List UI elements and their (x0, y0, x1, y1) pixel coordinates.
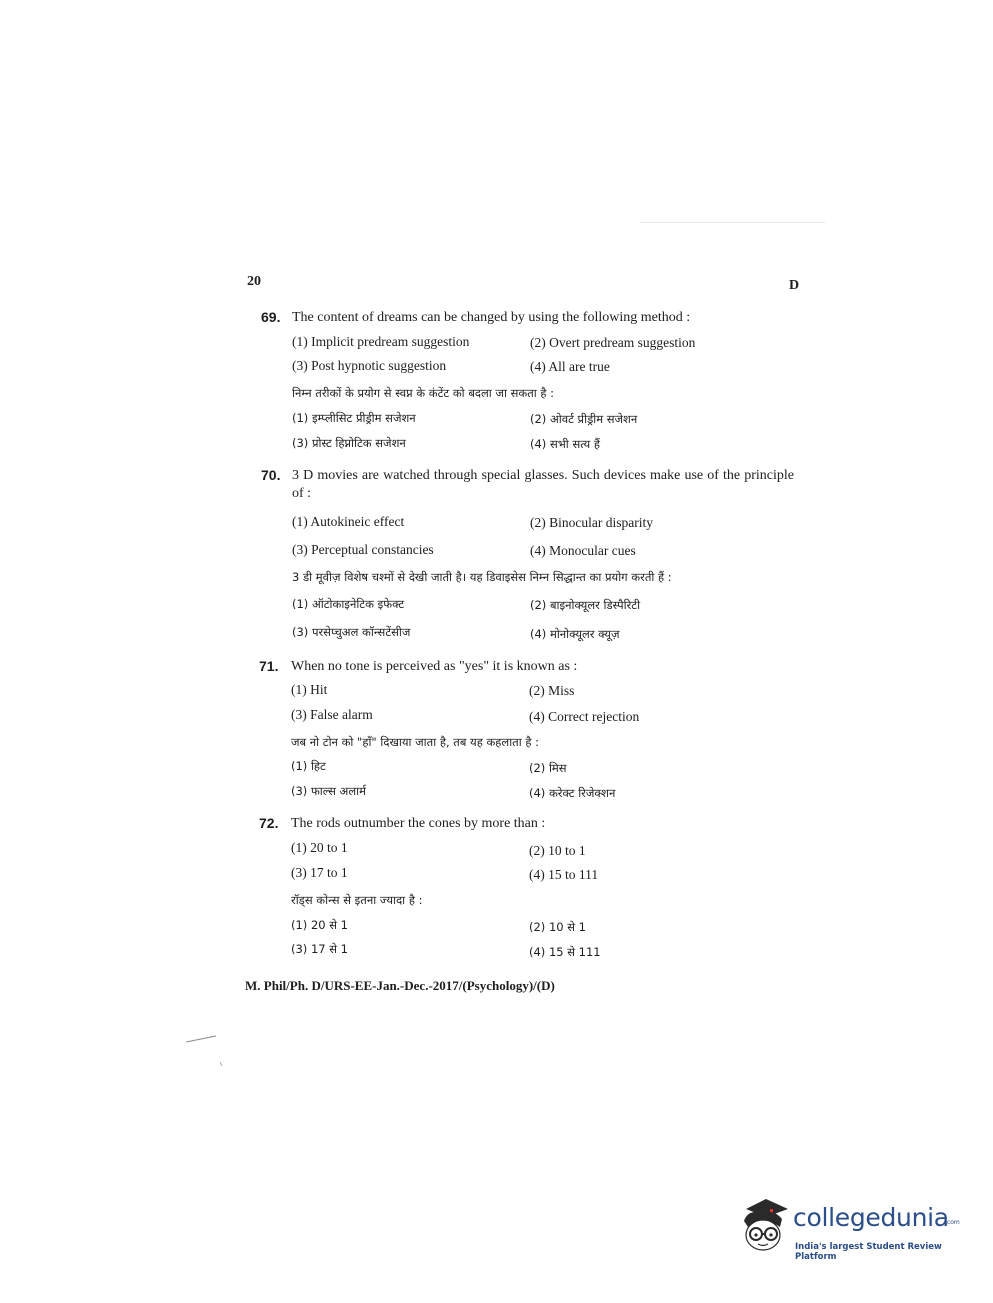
question-text: The content of dreams can be changed by using the following method : (292, 310, 691, 325)
option-4: (4) 15 to 111 (529, 867, 599, 882)
option-1-hindi: (1) ऑटोकाइनेटिक इफेक्ट (292, 597, 405, 611)
option-2-hindi: (2) ओवर्ट प्रीड्रीम सजेशन (530, 412, 638, 426)
question-text-hindi: निम्न तरीकों के प्रयोग से स्वप्न के कंटेंट को बदला जा सकता है : (292, 386, 555, 400)
option-2-hindi: (2) बाइनोक्यूलर डिस्पैरिटी (530, 598, 641, 612)
option-2-hindi: (2) 10 से 1 (529, 920, 586, 934)
option-1: (1) Autokineic effect (292, 514, 405, 529)
option-3-hindi: (3) फाल्स अलार्म (291, 784, 366, 798)
question-text-hindi: रॉड्स कोन्स से इतना ज्यादा है : (291, 893, 423, 907)
collegedunia-watermark (736, 1197, 960, 1262)
paper-code-footer: M. Phil/Ph. D/URS-EE-Jan.-Dec.-2017/(Psychology)/(D) (245, 978, 555, 993)
option-2: (2) Binocular disparity (530, 515, 653, 530)
page-number: 20 (247, 274, 261, 289)
option-1-hindi: (1) हिट (291, 759, 326, 773)
option-3: (3) 17 to 1 (291, 865, 348, 880)
option-2: (2) Overt predream suggestion (530, 335, 696, 350)
option-1-hindi: (1) इम्प्लीसिट प्रीड्रीम सजेशन (292, 411, 416, 425)
brand-domain-suffix: .com (945, 1219, 960, 1226)
option-2: (2) Miss (529, 683, 575, 698)
option-4-hindi: (4) सभी सत्य हैं (530, 437, 600, 451)
question-text-hindi: 3 डी मूवीज़ विशेष चश्मों से देखी जाती है। यह डिवाइसेस निम्न सिद्धान्त का प्रयोग करती हैं : (292, 570, 672, 584)
option-3: (3) False alarm (291, 707, 373, 722)
option-4-hindi: (4) करेक्ट रिजेक्शन (529, 786, 616, 800)
question-text-hindi: जब नो टोन को "हाँ" दिखाया जाता है, तब यह कहलाता है : (291, 735, 540, 749)
option-4: (4) All are true (530, 359, 610, 374)
brand-tagline: India's largest Student Review Platform (795, 1242, 942, 1262)
scan-artifact-marks (180, 1028, 230, 1078)
option-1: (1) Hit (291, 682, 328, 697)
option-4-hindi: (4) मोनोक्यूलर क्यूज़ (530, 627, 620, 641)
set-code: D (789, 278, 800, 293)
question-number: 71. (259, 658, 279, 674)
option-3: (3) Post hypnotic suggestion (292, 358, 447, 373)
option-3-hindi: (3) परसेप्चुअल कॉन्सटेंसीज (292, 625, 411, 639)
option-3-hindi: (3) 17 से 1 (291, 942, 348, 956)
option-2-hindi: (2) मिस (529, 761, 567, 775)
option-4-hindi: (4) 15 से 111 (529, 945, 601, 959)
scan-artifact-line (640, 222, 825, 223)
option-2: (2) 10 to 1 (529, 843, 586, 858)
option-1: (1) 20 to 1 (291, 840, 348, 855)
option-3: (3) Perceptual constancies (292, 542, 434, 557)
option-1-hindi: (1) 20 से 1 (291, 918, 348, 932)
option-4: (4) Correct rejection (529, 709, 640, 724)
option-1: (1) Implicit predream suggestion (292, 334, 470, 349)
question-number: 70. (261, 467, 281, 483)
question-text: The rods outnumber the cones by more than : (291, 816, 546, 831)
question-number: 69. (261, 309, 281, 325)
brand-name: collegedunia (793, 1203, 949, 1232)
question-text: 3 D movies are watched through special glasses. Such devices make use of the principle of : (292, 468, 794, 501)
question-text: When no tone is perceived as "yes" it is known as : (291, 659, 578, 674)
mascot-logo-icon (736, 1197, 794, 1257)
question-number: 72. (259, 815, 279, 831)
option-3-hindi: (3) प्रोस्ट हिप्नोटिक सजेशन (292, 436, 406, 450)
option-4: (4) Monocular cues (530, 543, 636, 558)
